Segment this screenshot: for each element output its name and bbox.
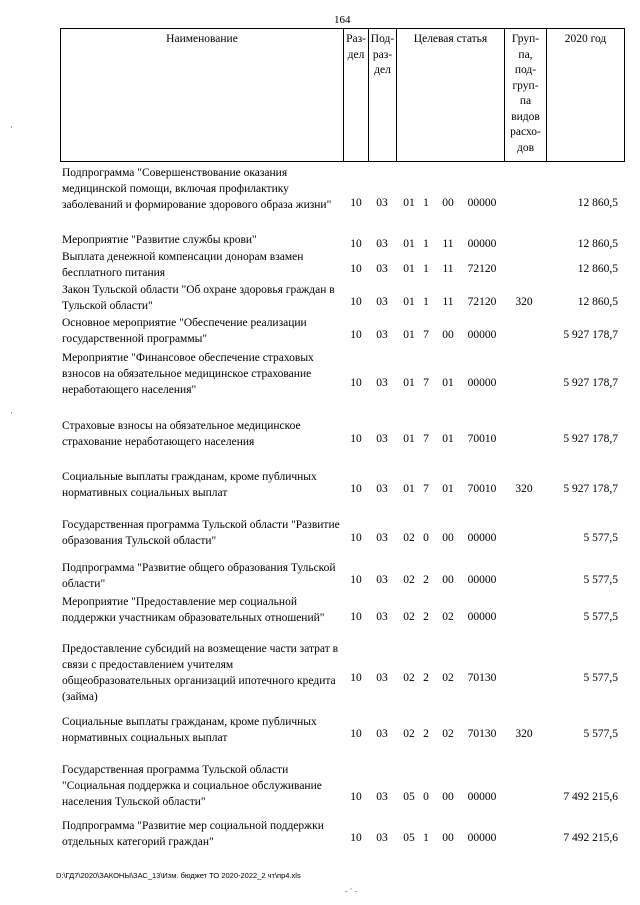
cell-cs2: 1 <box>423 238 429 250</box>
cell-cs3: 01 <box>442 483 454 495</box>
cell-amount: 5 577,5 <box>583 611 618 623</box>
cell-cs3: 00 <box>442 197 454 209</box>
row-name: Мероприятие "Предоставление мер социальной поддержки участникам образовательных отношений" <box>62 596 325 624</box>
cell-cs4: 00000 <box>467 574 497 586</box>
cell-razdel: 10 <box>350 791 362 803</box>
cell-amount: 5 927 178,7 <box>563 329 618 341</box>
cell-cs2: 2 <box>423 672 429 684</box>
cell-cs2: 2 <box>423 611 429 623</box>
cell-amount: 5 577,5 <box>583 574 618 586</box>
cell-amount: 7 492 215,6 <box>563 832 618 844</box>
cell-cs4: 00000 <box>467 197 497 209</box>
cell-cs4: 00000 <box>467 238 497 250</box>
cell-razdel: 10 <box>350 483 362 495</box>
cell-cs1: 02 <box>403 574 415 586</box>
row-name: Подпрограмма "Развитие мер социальной поддержки отдельных категорий граждан" <box>62 820 324 848</box>
cell-cs1: 01 <box>403 197 415 209</box>
row-name: Закон Тульской области "Об охране здоровья граждан в Тульской области" <box>62 284 335 312</box>
cell-cs3: 01 <box>442 433 454 445</box>
cell-amount: 12 860,5 <box>577 238 618 250</box>
cell-razdel: 10 <box>350 238 362 250</box>
margin-mark: · <box>10 122 13 132</box>
cell-cs3: 11 <box>442 263 454 275</box>
row-name: Предоставление субсидий на возмещение части затрат в связи с предоставлением учителям общеобразовательных организаций ипотечного кредита (займа) <box>62 643 339 703</box>
footer-file-path: D:\ГД7\2020\ЗАКОНЫ\ЗАС_13\Изм. бюджет ТО 2020-2022_2 чт\пр4.xls <box>56 871 301 880</box>
cell-cs1: 02 <box>403 532 415 544</box>
row-name: Мероприятие "Развитие службы крови" <box>62 234 257 246</box>
cell-razdel: 10 <box>350 377 362 389</box>
cell-cs2: 7 <box>423 377 429 389</box>
cell-podrazdel: 03 <box>376 574 388 586</box>
cell-cs4: 00000 <box>467 532 497 544</box>
header-group: Груп- па, под- груп- па видов расхо- дов <box>510 33 541 154</box>
cell-razdel: 10 <box>350 197 362 209</box>
cell-cs4: 70010 <box>467 483 497 495</box>
cell-razdel: 10 <box>350 728 362 740</box>
cell-podrazdel: 03 <box>376 296 388 308</box>
cell-amount: 12 860,5 <box>577 197 618 209</box>
cell-cs4: 00000 <box>467 791 497 803</box>
cell-amount: 12 860,5 <box>577 296 618 308</box>
cell-cs2: 0 <box>423 532 429 544</box>
row-name: Основное мероприятие "Обеспечение реализации государственной программы" <box>62 317 307 345</box>
cell-razdel: 10 <box>350 433 362 445</box>
cell-cs3: 11 <box>442 296 454 308</box>
cell-cs2: 1 <box>423 296 429 308</box>
cell-cs3: 11 <box>442 238 454 250</box>
header-subsection-cell <box>368 28 396 162</box>
cell-cs1: 02 <box>403 672 415 684</box>
cell-amount: 12 860,5 <box>577 263 618 275</box>
cell-cs1: 01 <box>403 329 415 341</box>
cell-cs1: 01 <box>403 377 415 389</box>
cell-cs4: 00000 <box>467 832 497 844</box>
cell-cs1: 01 <box>403 263 415 275</box>
cell-razdel: 10 <box>350 611 362 623</box>
cell-cs1: 02 <box>403 728 415 740</box>
header-section-cell <box>343 28 368 162</box>
cell-cs3: 02 <box>442 611 454 623</box>
header-subsection: Под- раз- дел <box>370 33 395 76</box>
cell-cs4: 70130 <box>467 672 497 684</box>
cell-cs3: 01 <box>442 377 454 389</box>
cell-cs2: 7 <box>423 483 429 495</box>
cell-cs4: 72120 <box>467 263 497 275</box>
cell-amount: 7 492 215,6 <box>563 791 618 803</box>
cell-cs1: 02 <box>403 611 415 623</box>
cell-podrazdel: 03 <box>376 329 388 341</box>
cell-amount: 5 927 178,7 <box>563 433 618 445</box>
cell-cs1: 01 <box>403 483 415 495</box>
header-section: Раз- дел <box>346 33 366 61</box>
cell-cs3: 00 <box>442 532 454 544</box>
cell-cs2: 1 <box>423 832 429 844</box>
cell-razdel: 10 <box>350 329 362 341</box>
header-year-cell <box>546 28 625 162</box>
cell-podrazdel: 03 <box>376 483 388 495</box>
cell-cs2: 7 <box>423 433 429 445</box>
cell-cs2: 1 <box>423 197 429 209</box>
row-name: Социальные выплаты гражданам, кроме публичных нормативных социальных выплат <box>62 716 317 744</box>
row-name: Государственная программа Тульской области "Развитие образования Тульской области" <box>62 519 340 547</box>
cell-podrazdel: 03 <box>376 377 388 389</box>
header-year: 2020 год <box>564 33 607 45</box>
cell-amount: 5 927 178,7 <box>563 483 618 495</box>
cell-podrazdel: 03 <box>376 832 388 844</box>
header-target-cell <box>396 28 504 162</box>
cell-cs3: 02 <box>442 672 454 684</box>
cell-cs3: 00 <box>442 791 454 803</box>
cell-razdel: 10 <box>350 832 362 844</box>
cell-podrazdel: 03 <box>376 728 388 740</box>
row-name: Государственная программа Тульской области "Социальная поддержка и социальное обслуживание населения Тульской области" <box>62 764 322 808</box>
cell-cs3: 00 <box>442 832 454 844</box>
cell-cs1: 05 <box>403 791 415 803</box>
header-target: Целевая статья <box>413 33 488 45</box>
cell-cs3: 00 <box>442 329 454 341</box>
cell-cs2: 2 <box>423 728 429 740</box>
cell-cs4: 00000 <box>467 329 497 341</box>
cell-vr: 320 <box>515 728 533 740</box>
margin-mark: · <box>10 408 13 418</box>
cell-razdel: 10 <box>350 296 362 308</box>
cell-amount: 5 577,5 <box>583 532 618 544</box>
cell-podrazdel: 03 <box>376 532 388 544</box>
cell-amount: 5 927 178,7 <box>563 377 618 389</box>
margin-mark: . · . <box>345 884 357 894</box>
cell-vr: 320 <box>515 483 533 495</box>
cell-amount: 5 577,5 <box>583 672 618 684</box>
cell-cs2: 2 <box>423 574 429 586</box>
row-name: Подпрограмма "Совершенствование оказания медицинской помощи, включая профилактику заболеваний и формирование здорового образа жизни" <box>62 167 332 211</box>
cell-cs4: 70130 <box>467 728 497 740</box>
cell-cs1: 01 <box>403 296 415 308</box>
row-name: Мероприятие "Финансовое обеспечение страховых взносов на обязательное медицинское страхование неработающего населения" <box>62 352 314 396</box>
cell-cs2: 0 <box>423 791 429 803</box>
cell-razdel: 10 <box>350 672 362 684</box>
cell-cs4: 00000 <box>467 611 497 623</box>
cell-razdel: 10 <box>350 574 362 586</box>
cell-podrazdel: 03 <box>376 672 388 684</box>
cell-cs2: 1 <box>423 263 429 275</box>
cell-cs4: 70010 <box>467 433 497 445</box>
cell-cs1: 05 <box>403 832 415 844</box>
row-name: Подпрограмма "Развитие общего образования Тульской области" <box>62 562 336 590</box>
cell-cs3: 02 <box>442 728 454 740</box>
cell-amount: 5 577,5 <box>583 728 618 740</box>
cell-cs2: 7 <box>423 329 429 341</box>
row-name: Социальные выплаты гражданам, кроме публичных нормативных социальных выплат <box>62 471 317 499</box>
cell-razdel: 10 <box>350 532 362 544</box>
cell-cs4: 72120 <box>467 296 497 308</box>
cell-podrazdel: 03 <box>376 263 388 275</box>
cell-cs1: 01 <box>403 433 415 445</box>
cell-cs3: 00 <box>442 574 454 586</box>
cell-vr: 320 <box>515 296 533 308</box>
cell-razdel: 10 <box>350 263 362 275</box>
header-name: Наименование <box>166 33 238 45</box>
page-number: 164 <box>334 14 351 26</box>
cell-podrazdel: 03 <box>376 611 388 623</box>
cell-podrazdel: 03 <box>376 197 388 209</box>
cell-cs1: 01 <box>403 238 415 250</box>
header-name-cell <box>60 28 343 162</box>
cell-podrazdel: 03 <box>376 791 388 803</box>
row-name: Выплата денежной компенсации донорам взамен бесплатного питания <box>62 251 304 279</box>
row-name: Страховые взносы на обязательное медицинское страхование неработающего населения <box>62 420 301 448</box>
cell-cs4: 00000 <box>467 377 497 389</box>
cell-podrazdel: 03 <box>376 238 388 250</box>
cell-podrazdel: 03 <box>376 433 388 445</box>
header-group-cell <box>504 28 546 162</box>
